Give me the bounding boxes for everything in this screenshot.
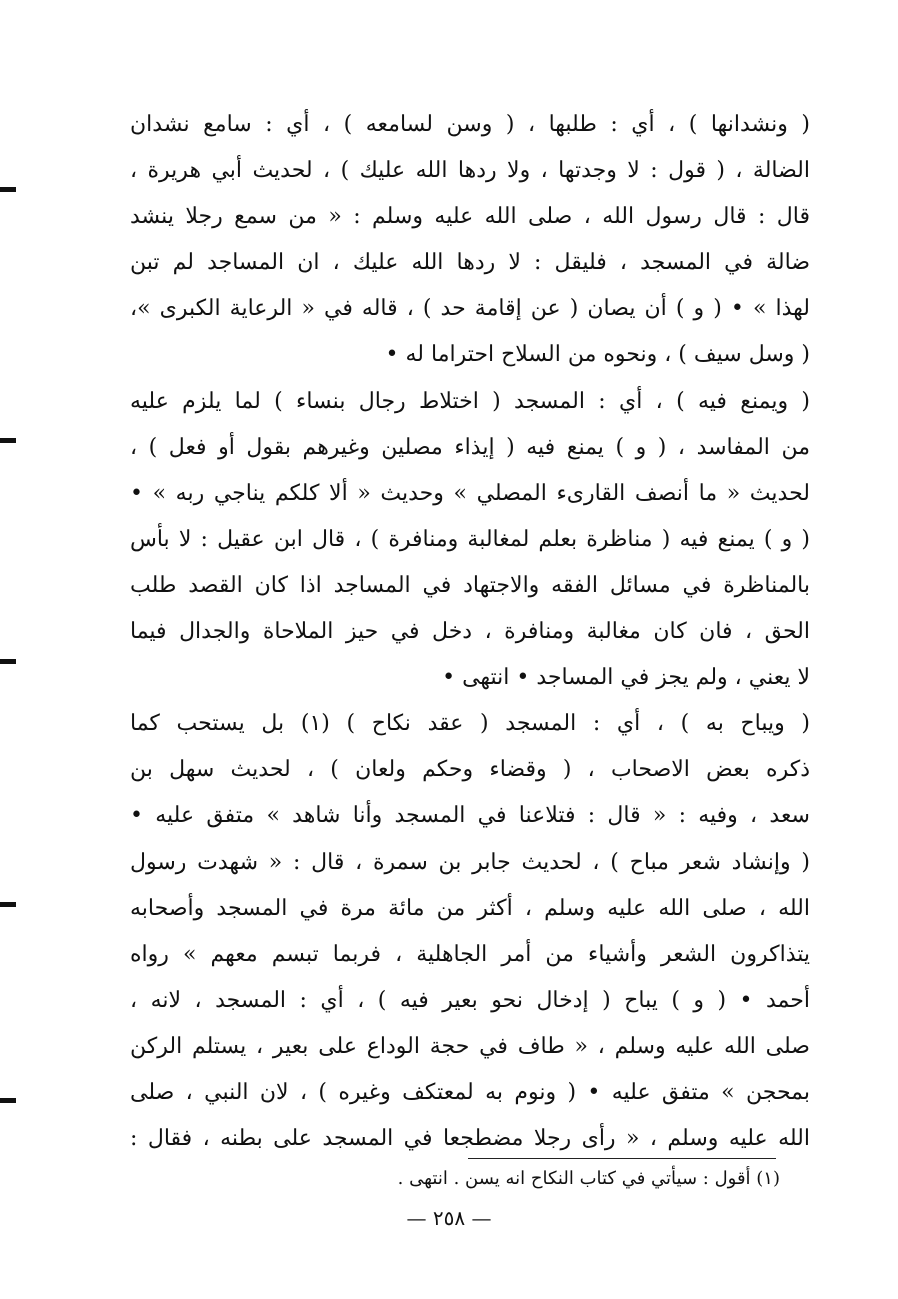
text-line: الله عليه وسلم ، « رأى رجلا مضطجعا في المسجد على بطنه ، فقال : xyxy=(130,1126,810,1152)
text-line: ( ويباح به ) ، أي : المسجد ( عقد نكاح ) (١) بل يستحب كما xyxy=(130,711,810,737)
footnote: (١) أقول : سيأتي في كتاب النكاح انه يسن . انتهى . xyxy=(397,1168,780,1189)
text-line: أحمد • ( و ) يباح ( إدخال نحو بعير فيه ) ، أي : المسجد ، لانه ، xyxy=(130,987,810,1013)
text-line: الله ، صلى الله عليه وسلم ، أكثر من مائة مرة في المسجد وأصحابه xyxy=(130,895,810,921)
text-line: ذكره بعض الاصحاب ، ( وقضاء وحكم ولعان ) ، لحديث سهل بن xyxy=(130,757,810,783)
text-line: ( وإنشاد شعر مباح ) ، لحديث جابر بن سمرة ، قال : « شهدت رسول xyxy=(130,849,810,875)
text-line: لحديث « ما أنصف القارىء المصلي » وحديث « ألا كلكم يناجي ربه » • xyxy=(130,480,810,506)
text-line: سعد ، وفيه : « قال : فتلاعنا في المسجد وأنا شاهد » متفق عليه • xyxy=(130,803,810,829)
text-line: قال : قال رسول الله ، صلى الله عليه وسلم : « من سمع رجلا ينشد xyxy=(130,204,810,230)
text-line: ( ويمنع فيه ) ، أي : المسجد ( اختلاط رجال بنساء ) لما يلزم عليه xyxy=(130,388,810,414)
text-line: صلى الله عليه وسلم ، « طاف في حجة الوداع على بعير ، يستلم الركن xyxy=(130,1033,810,1059)
text-line: بمحجن » متفق عليه • ( ونوم به لمعتكف وغيره ) ، لان النبي ، صلى xyxy=(130,1079,810,1105)
footnote-divider xyxy=(468,1158,776,1159)
text-line: ضالة في المسجد ، فليقل : لا ردها الله عليك ، ان المساجد لم تبن xyxy=(130,250,810,276)
margin-mark xyxy=(0,187,16,192)
text-line: ( و ) يمنع فيه ( مناظرة بعلم لمغالبة ومنافرة ) ، قال ابن عقيل : لا بأس xyxy=(130,526,810,552)
text-line: ( وسل سيف ) ، ونحوه من السلاح احتراما له • xyxy=(385,342,810,368)
text-line: لا يعني ، ولم يجز في المساجد • انتهى • xyxy=(442,665,810,691)
margin-mark xyxy=(0,902,16,907)
text-line: الحق ، فان كان مغالبة ومنافرة ، دخل في حيز الملاحاة والجدال فيما xyxy=(130,619,810,645)
text-line: ( ونشدانها ) ، أي : طلبها ، ( وسن لسامعه ) ، أي : سامع نشدان xyxy=(130,112,810,137)
margin-mark xyxy=(0,438,16,443)
text-line: الضالة ، ( قول : لا وجدتها ، ولا ردها الله عليك ) ، لحديث أبي هريرة ، xyxy=(130,158,810,184)
text-line: من المفاسد ، ( و ) يمنع فيه ( إيذاء مصلين وغيرهم بقول أو فعل ) ، xyxy=(130,434,810,460)
main-text xyxy=(130,102,810,1162)
page-number: — ٢٥٨ — xyxy=(406,1206,492,1230)
text-line: لهذا » • ( و ) أن يصان ( عن إقامة حد ) ، قاله في « الرعاية الكبرى »، xyxy=(130,296,810,322)
margin-mark xyxy=(0,1098,16,1103)
text-line: بالمناظرة في مسائل الفقه والاجتهاد في المساجد اذا كان القصد طلب xyxy=(130,572,810,598)
margin-mark xyxy=(0,659,16,664)
text-line: يتذاكرون الشعر وأشياء من أمر الجاهلية ، فربما تبسم معهم » رواه xyxy=(130,941,810,967)
